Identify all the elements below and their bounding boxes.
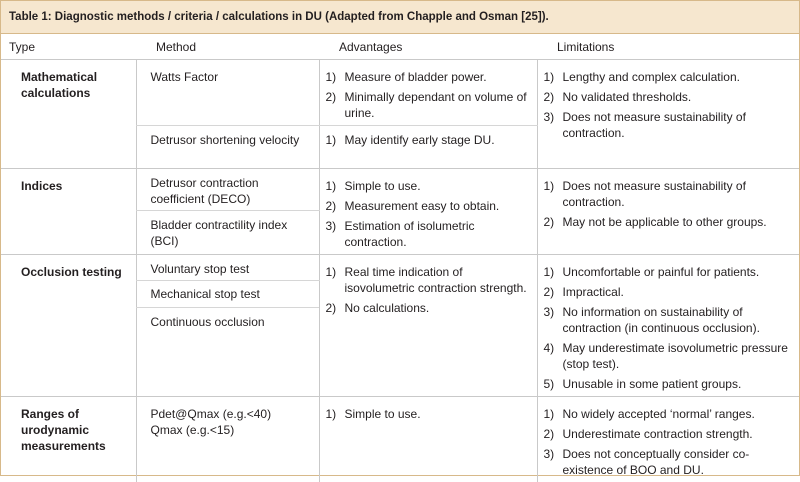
item-number: 1) [326, 178, 345, 194]
list-item [544, 69, 794, 85]
item-number: 2) [544, 284, 563, 300]
table-row [1, 255, 799, 281]
method-cell [136, 126, 319, 169]
item-text: May identify early stage DU. [345, 132, 531, 148]
item-text: Simple to use. [345, 406, 531, 422]
limitations-cell [537, 60, 799, 169]
advantages-cell [319, 255, 537, 397]
method-cell [136, 281, 319, 307]
item-number: 1) [326, 69, 345, 85]
list-item [326, 300, 531, 316]
list-item [326, 89, 531, 121]
header-advantages: Advantages [319, 34, 537, 60]
list-item [544, 178, 794, 210]
item-number: 1) [544, 406, 563, 422]
header-type: Type [1, 34, 136, 60]
header-limitations: Limitations [537, 34, 799, 60]
method-cell [136, 307, 319, 396]
item-number: 3) [544, 109, 563, 141]
item-text: No widely accepted ‘normal’ ranges. [563, 406, 794, 422]
advantages-list [320, 126, 537, 148]
item-text: Does not measure sustainability of contraction. [563, 178, 794, 210]
list-item [544, 214, 794, 230]
list-item [326, 132, 531, 148]
type-cell: Mathematical calculations [1, 60, 136, 169]
header-method: Method [136, 34, 319, 60]
item-text: No calculations. [345, 300, 531, 316]
advantages-cell [319, 169, 537, 255]
limitations-cell [537, 397, 799, 482]
header-row [1, 34, 799, 60]
limitations-list [538, 397, 800, 478]
method-text: Voluntary stop test [137, 255, 319, 277]
item-number: 1) [326, 132, 345, 148]
item-number: 1) [544, 69, 563, 85]
list-item [326, 178, 531, 194]
list-item [544, 340, 794, 372]
method-text: Qmax (e.g.<15) [137, 422, 319, 438]
item-number: 2) [544, 426, 563, 442]
item-number: 2) [326, 300, 345, 316]
limitations-cell [537, 169, 799, 255]
item-text: Lengthy and complex calculation. [563, 69, 794, 85]
list-item [326, 218, 531, 250]
table-row [1, 169, 799, 211]
list-item [544, 284, 794, 300]
item-number: 2) [326, 198, 345, 214]
method-text: Detrusor shortening velocity [137, 126, 319, 148]
item-number: 2) [544, 89, 563, 105]
item-text: Underestimate contraction strength. [563, 426, 794, 442]
item-number: 3) [544, 304, 563, 336]
list-item [326, 406, 531, 422]
list-item [544, 304, 794, 336]
item-number: 1) [544, 178, 563, 210]
advantages-list [320, 397, 537, 422]
list-item [544, 89, 794, 105]
item-number: 1) [326, 264, 345, 296]
type-cell: Ranges of urodynamic measurements [1, 397, 136, 482]
method-text: Detrusor contraction coefficient (DECO) [137, 169, 319, 207]
item-number: 1) [326, 406, 345, 422]
item-text: May not be applicable to other groups. [563, 214, 794, 230]
table-caption: Table 1: Diagnostic methods / criteria / calculations in DU (Adapted from Chapple and Osman [25]). [1, 1, 799, 34]
list-item [544, 446, 794, 478]
item-text: Measure of bladder power. [345, 69, 531, 85]
item-number: 5) [544, 376, 563, 392]
method-cell [136, 169, 319, 211]
item-text: Impractical. [563, 284, 794, 300]
method-text: Mechanical stop test [137, 281, 319, 302]
method-text: Pdet@Qmax (e.g.<40) [137, 397, 319, 422]
method-text: Watts Factor [137, 60, 319, 85]
method-cell [136, 255, 319, 281]
method-text: Continuous occlusion [137, 308, 319, 330]
item-text: Simple to use. [345, 178, 531, 194]
item-number: 2) [544, 214, 563, 230]
limitations-list [538, 60, 800, 141]
list-item [326, 69, 531, 85]
advantages-cell [319, 397, 537, 482]
method-cell [136, 60, 319, 126]
item-text: Uncomfortable or painful for patients. [563, 264, 794, 280]
item-number: 4) [544, 340, 563, 372]
table-row [1, 60, 799, 126]
list-item [544, 376, 794, 392]
item-number: 3) [326, 218, 345, 250]
advantages-cell [319, 60, 537, 126]
method-cell [136, 397, 319, 482]
type-cell: Indices [1, 169, 136, 255]
list-item [544, 406, 794, 422]
item-text: Measurement easy to obtain. [345, 198, 531, 214]
item-number: 2) [326, 89, 345, 121]
table-row [1, 397, 799, 482]
method-text: Bladder contractility index (BCI) [137, 211, 319, 249]
list-item [544, 109, 794, 141]
limitations-list [538, 169, 800, 230]
item-text: Unusable in some patient groups. [563, 376, 794, 392]
item-text: Estimation of isolumetric contraction. [345, 218, 531, 250]
advantages-list [320, 60, 537, 121]
advantages-list [320, 169, 537, 250]
diagnostic-methods-table [1, 34, 799, 482]
list-item [544, 264, 794, 280]
item-text: Real time indication of isovolumetric contraction strength. [345, 264, 531, 296]
advantages-list [320, 255, 537, 316]
list-item [326, 198, 531, 214]
type-cell: Occlusion testing [1, 255, 136, 397]
method-cell [136, 211, 319, 255]
list-item [544, 426, 794, 442]
item-text: No information on sustainability of contraction (in continuous occlusion). [563, 304, 794, 336]
limitations-cell [537, 255, 799, 397]
item-text: May underestimate isovolumetric pressure (stop test). [563, 340, 794, 372]
advantages-cell [319, 126, 537, 169]
item-text: No validated thresholds. [563, 89, 794, 105]
list-item [326, 264, 531, 296]
item-text: Does not conceptually consider co-existence of BOO and DU. [563, 446, 794, 478]
limitations-list [538, 255, 800, 392]
item-number: 1) [544, 264, 563, 280]
item-text: Does not measure sustainability of contraction. [563, 109, 794, 141]
item-text: Minimally dependant on volume of urine. [345, 89, 531, 121]
item-number: 3) [544, 446, 563, 478]
